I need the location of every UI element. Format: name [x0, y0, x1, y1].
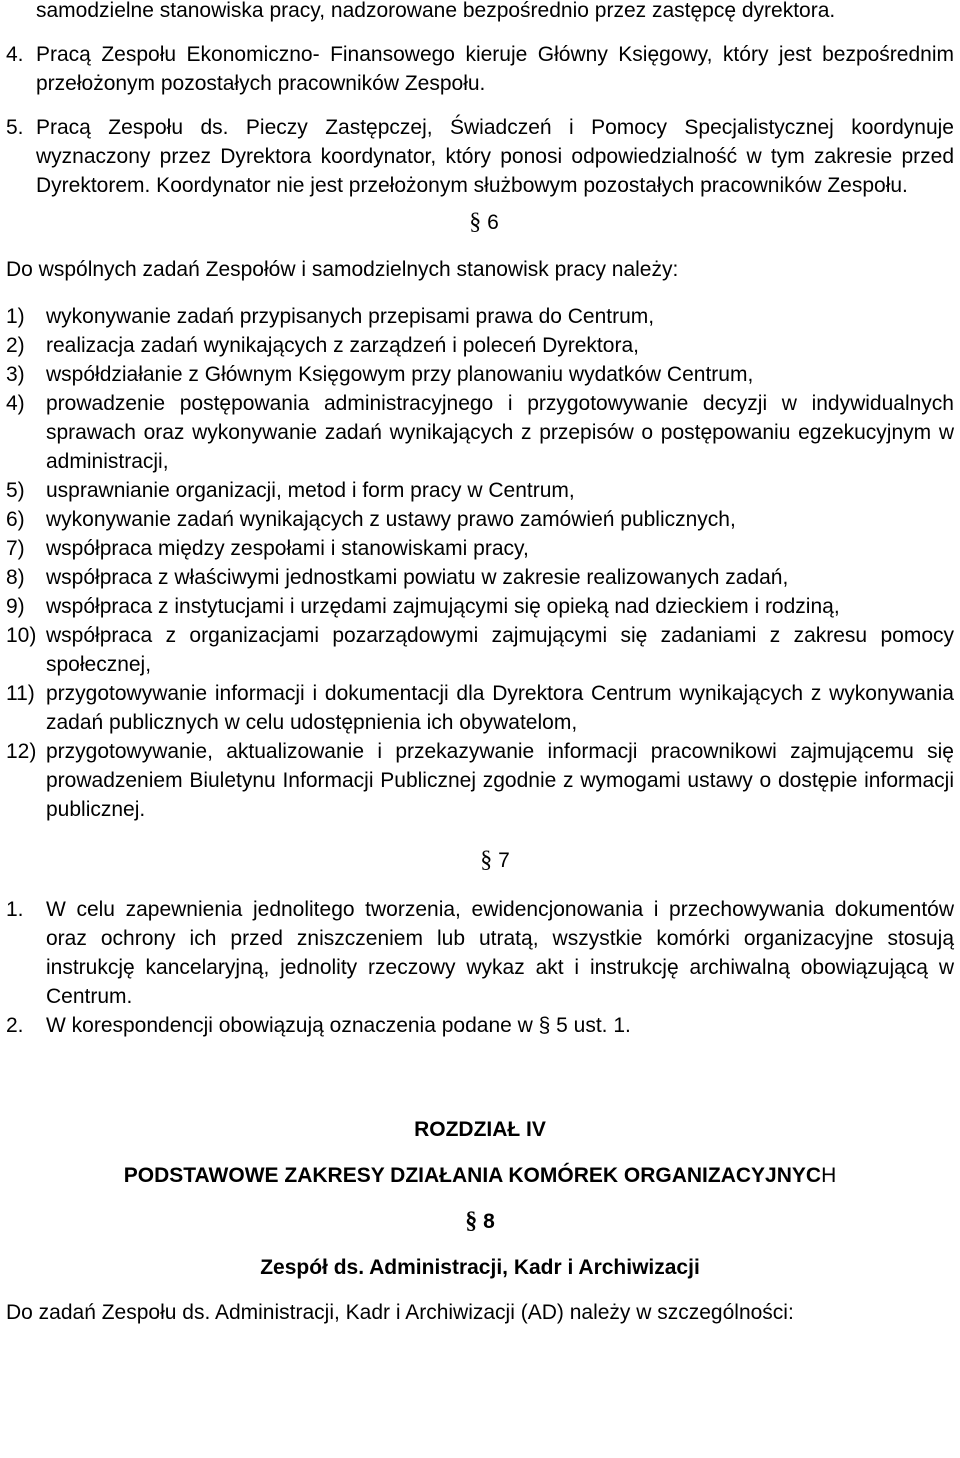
- list-text: Pracą Zespołu ds. Pieczy Zastępczej, Świadczeń i Pomocy Specjalistycznej koordynuje wyznaczony przez Dyrektora koordynator, który ponosi odpowiedzialność w tym zakresie przed Dyrektorem. Koordynator nie jest przełożonym służbowym pozostałych pracowników Zespołu.: [36, 116, 954, 197]
- section-7-heading: [6, 846, 954, 875]
- section-sign: §: [465, 1208, 478, 1234]
- list-item: [6, 1011, 954, 1040]
- list-number: 2): [6, 334, 25, 357]
- list-item: [6, 563, 954, 592]
- list-number: 8): [6, 566, 25, 589]
- list-number: 10): [6, 624, 37, 647]
- list-text: wykonywanie zadań wynikających z ustawy prawo zamówień publicznych,: [46, 508, 736, 531]
- list-item: [6, 360, 954, 389]
- intro-item-4: [6, 40, 954, 98]
- list-text: Pracą Zespołu Ekonomiczno- Finansowego kieruje Główny Księgowy, który jest bezpośrednim przełożonym pozostałych pracowników Zespołu.: [36, 43, 954, 95]
- list-number: 1): [6, 305, 25, 328]
- list-number: 3): [6, 363, 25, 386]
- list-number: 4.: [6, 43, 24, 66]
- list-number: 5): [6, 479, 25, 502]
- list-number: 5.: [6, 116, 24, 139]
- list-text: realizacja zadań wynikających z zarządzeń i poleceń Dyrektora,: [46, 334, 639, 357]
- list-text: przygotowywanie informacji i dokumentacji dla Dyrektora Centrum wynikających z wykonywania zadań publicznych w celu udostępnienia ich obywatelom,: [46, 682, 954, 734]
- list-item: [6, 505, 954, 534]
- chapter-title: ROZDZIAŁ IV: [414, 1118, 546, 1141]
- intro-item-5: [6, 113, 954, 200]
- list-number: 11): [6, 682, 35, 705]
- section-sign: §: [480, 847, 493, 873]
- list-item: [6, 302, 954, 331]
- intro-continuation: samodzielne stanowiska pracy, nadzorowane bezpośrednio przez zastępcę dyrektora.: [36, 0, 836, 22]
- list-item: [6, 592, 954, 621]
- section-number: 7: [498, 849, 510, 872]
- list-text: przygotowywanie, aktualizowanie i przekazywanie informacji pracownikowi zajmującemu się prowadzeniem Biuletynu Informacji Publicznej zgodnie z wymogami ustawy o dostępie informacji publicznej.: [46, 740, 954, 821]
- list-text: współdziałanie z Głównym Księgowym przy planowaniu wydatków Centrum,: [46, 363, 754, 386]
- list-item: [6, 737, 954, 824]
- chapter-subtitle-main: PODSTAWOWE ZAKRESY DZIAŁANIA KOMÓREK ORGANIZACYJNYC: [123, 1164, 822, 1187]
- section-8-title: Zespół ds. Administracji, Kadr i Archiwizacji: [260, 1256, 700, 1279]
- list-text: współpraca z organizacjami pozarządowymi zajmującymi się zadaniami z zakresu pomocy społecznej,: [46, 624, 954, 676]
- chapter-subtitle: [6, 1161, 954, 1190]
- list-number: 7): [6, 537, 25, 560]
- section-8-lead: Do zadań Zespołu ds. Administracji, Kadr i Archiwizacji (AD) należy w szczególności:: [6, 1301, 794, 1324]
- section-sign: §: [469, 209, 482, 235]
- list-text: współpraca z instytucjami i urzędami zajmującymi się opieką nad dzieckiem i rodziną,: [46, 595, 840, 618]
- list-item: [6, 621, 954, 679]
- list-item: [6, 389, 954, 476]
- list-number: 9): [6, 595, 25, 618]
- section-number: 8: [483, 1210, 495, 1233]
- list-text: prowadzenie postępowania administracyjnego i przygotowywanie decyzji w indywidualnych sprawach oraz wykonywanie zadań wynikających z przepisów o postępowaniu egzekucyjnym w administracji,: [46, 392, 954, 473]
- list-number: 1.: [6, 898, 24, 921]
- list-number: 2.: [6, 1014, 24, 1037]
- list-item: [6, 534, 954, 563]
- section-6-lead: Do wspólnych zadań Zespołów i samodzielnych stanowisk pracy należy:: [6, 258, 679, 281]
- section-6-list: [6, 302, 954, 824]
- section-7-list: [6, 895, 954, 1040]
- section-8-heading: [6, 1207, 954, 1236]
- list-text: wykonywanie zadań przypisanych przepisami prawa do Centrum,: [46, 305, 655, 328]
- list-item: [6, 476, 954, 505]
- list-text: W celu zapewnienia jednolitego tworzenia, ewidencjonowania i przechowywania dokumentów oraz ochrony ich przed zniszczeniem lub utratą, wszystkie komórki organizacyjne stosują instrukcję kancelaryjną, jednolity rzeczowy wykaz akt i instrukcję archiwalną obowiązującą w Centrum.: [46, 898, 954, 1008]
- section-number: 6: [487, 211, 499, 234]
- list-text: usprawnianie organizacji, metod i form pracy w Centrum,: [46, 479, 575, 502]
- section-6-heading: [6, 208, 954, 237]
- list-item: [6, 679, 954, 737]
- chapter-subtitle-tail: H: [821, 1164, 837, 1187]
- list-text: W korespondencji obowiązują oznaczenia podane w § 5 ust. 1.: [46, 1014, 631, 1037]
- list-text: współpraca z właściwymi jednostkami powiatu w zakresie realizowanych zadań,: [46, 566, 789, 589]
- list-number: 6): [6, 508, 25, 531]
- list-item: [6, 895, 954, 1011]
- list-number: 12): [6, 740, 37, 763]
- list-item: [6, 331, 954, 360]
- list-number: 4): [6, 392, 25, 415]
- list-text: współpraca między zespołami i stanowiskami pracy,: [46, 537, 529, 560]
